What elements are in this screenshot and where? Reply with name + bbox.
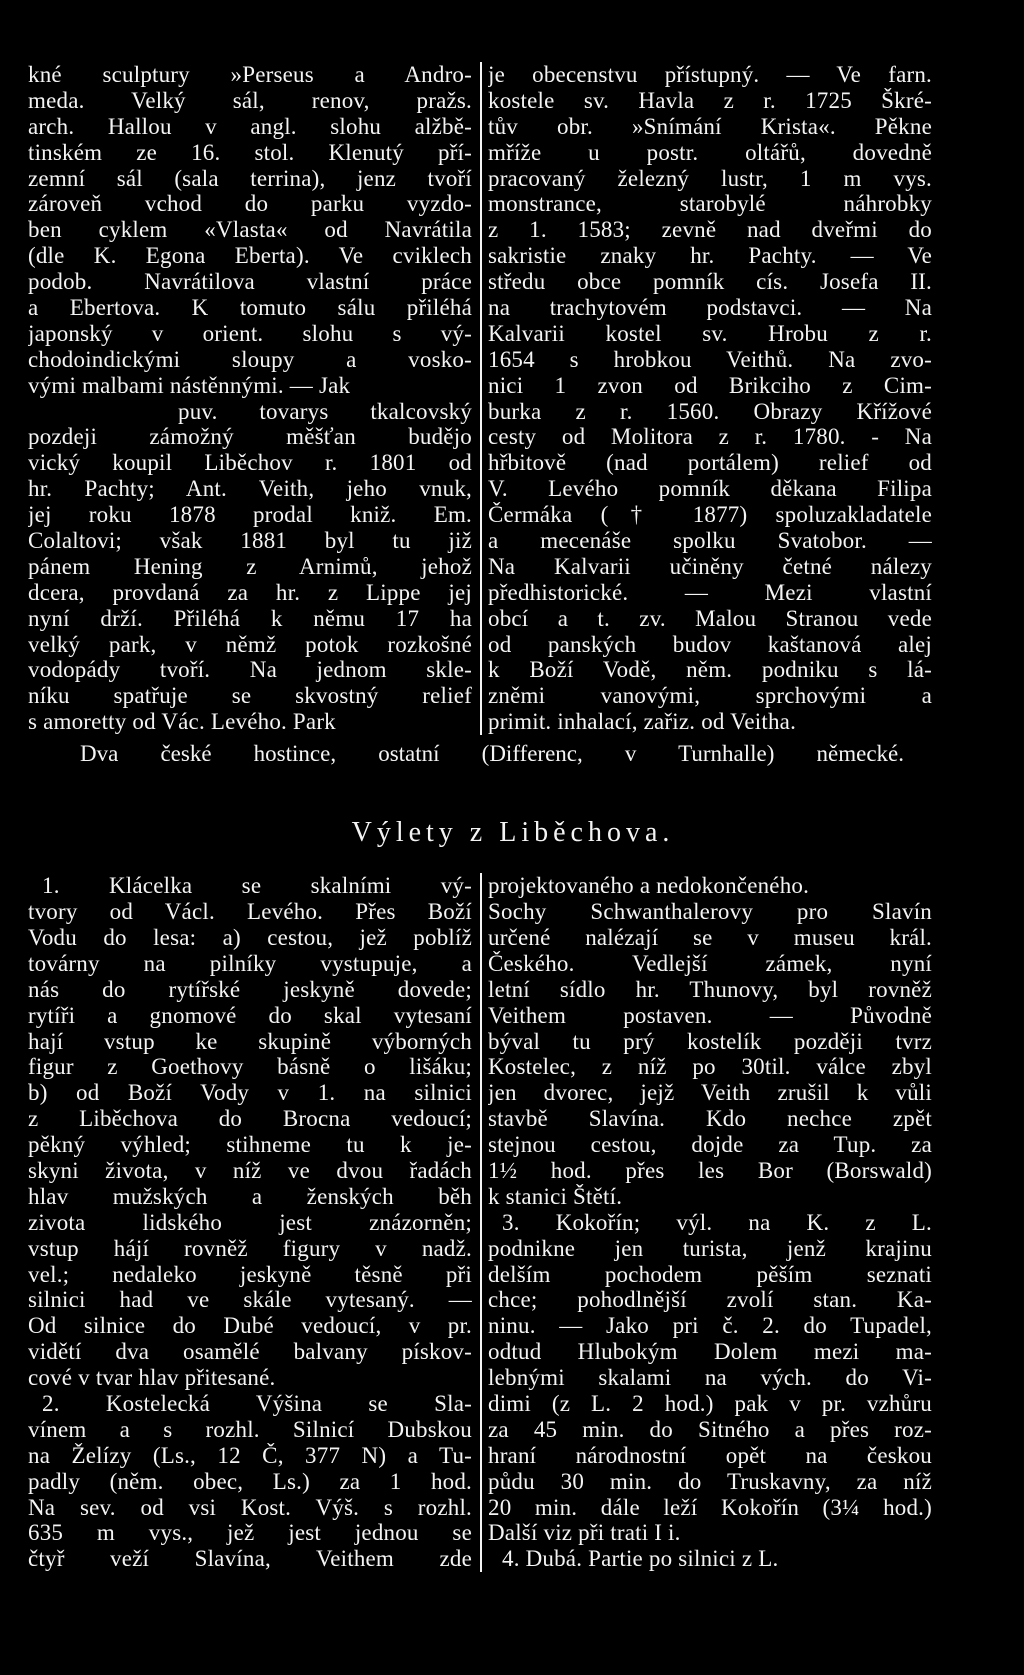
text-line: od panských budov kaštanová alej <box>488 631 932 657</box>
text-line: s amoretty od Vác. Levého. Park <box>28 709 336 735</box>
text-line: stavbě Slavína. Kdo nechce zpět <box>488 1106 932 1132</box>
text-line: a mecenáše spolku Svatobor. — <box>488 528 932 554</box>
text-line: projektovaného a nedokončeného. <box>488 873 810 899</box>
text-line: vými malbami nástěnnými. — Jak <box>28 372 351 398</box>
text-line: tinském ze 16. stol. Klenutý pří- <box>28 139 472 165</box>
text-line: k stanici Štětí. <box>488 1183 623 1209</box>
text-line: nás do rytířské jeskyně dovede; <box>28 976 472 1002</box>
text-line: níku spatřuje se skvostný relief <box>28 683 472 709</box>
text-line: skyni života, v níž ve dvou řadách <box>28 1157 472 1183</box>
text-line: na trachytovém podstavci. — Na <box>488 295 932 321</box>
text-line: čtyř veží Slavína, Veithem zde <box>28 1546 472 1572</box>
text-line: japonský v orient. slohu s vý- <box>28 320 472 346</box>
text-line: Na sev. od vsi Kost. Výš. s rozhl. <box>28 1494 472 1520</box>
text-line: ben cyklem «Vlasta« od Navrátila <box>28 217 472 243</box>
text-line: 4. Dubá. Partie po silnici z L. <box>502 1546 779 1572</box>
page <box>28 62 948 1572</box>
text-line: kné sculptury »Perseus a Andro- <box>28 62 472 87</box>
text-line: hraní národnostní opět na českou <box>488 1442 932 1468</box>
text-line: Od silnice do Dubé vedoucí, v pr. <box>28 1313 472 1339</box>
text-line: hlav mužských a ženských běh <box>28 1183 472 1209</box>
text-line: zemní sál (sala terrina), jenz tvoří <box>28 165 472 191</box>
text-line: býval tu prý kostelík později tvrz <box>488 1028 932 1054</box>
text-line: burka z r. 1560. Obrazy Křížové <box>488 398 932 424</box>
text-line: Colaltovi; však 1881 byl tu již <box>28 528 472 554</box>
text-line: vodopády tvoří. Na jednom skle- <box>28 657 472 683</box>
text-line: z Liběchova do Brocna vedoucí; <box>28 1106 472 1132</box>
text-line: kostele sv. Havla z r. 1725 Škré- <box>488 87 932 113</box>
text-line: Českého. Vedlejší zámek, nyní <box>488 950 932 976</box>
text-line: pánem Hening z Arnimů, jehož <box>28 553 472 579</box>
full-width-line: Dva české hostince, ostatní (Differenc, v Turnhalle) německé. <box>80 741 904 767</box>
text-line: ninu. — Jako pri č. 2. do Tupadel, <box>488 1313 932 1339</box>
text-line: figur z Goethovy básně o lišáku; <box>28 1054 472 1080</box>
text-line: 1½ hod. přes les Bor (Borswald) <box>488 1157 932 1183</box>
text-line: V. Levého pomník děkana Filipa <box>488 476 932 502</box>
text-line: Kalvarii kostel sv. Hrobu z r. <box>488 320 932 346</box>
text-line: podnikne jen turista, jenž krajinu <box>488 1235 932 1261</box>
text-line: puv. tovarys tkalcovský <box>178 398 472 424</box>
text-line: hr. Pachty; Ant. Veith, jeho vnuk, <box>28 476 472 502</box>
text-line: rytíři a gnomové do skal vytesaní <box>28 1002 472 1028</box>
text-line: Čermáka († 1877) spoluzakladatele <box>488 502 932 528</box>
text-line: (dle K. Egona Eberta). Ve cviklech <box>28 243 472 269</box>
text-line: středu obce pomník cís. Josefa II. <box>488 269 932 295</box>
text-line: Vodu do lesa: a) cestou, jež poblíž <box>28 924 472 950</box>
text-line: z 1. 1583; zevně nad dveřmi do <box>488 217 932 243</box>
text-line: Sochy Schwanthalerovy pro Slavín <box>488 899 932 925</box>
text-line: 1654 s hrobkou Veithů. Na zvo- <box>488 346 932 372</box>
text-line: stejnou cestou, dojde za Tup. za <box>488 1132 932 1158</box>
text-line: dimi (z L. 2 hod.) pak v pr. vzhůru <box>488 1390 932 1416</box>
section2-left-column <box>28 873 480 1572</box>
text-line: silnici had ve skále vytesaný. — <box>28 1287 472 1313</box>
section1-left-column <box>28 62 480 735</box>
section1-right-column <box>480 62 932 735</box>
text-line: pozdeji zámožný měšťan budějo <box>28 424 472 450</box>
text-line: arch. Hallou v angl. slohu alžbě- <box>28 113 472 139</box>
text-line: delším pochodem pěším seznati <box>488 1261 932 1287</box>
text-line: nyní drží. Přiléhá k němu 17 ha <box>28 605 472 631</box>
text-line: pracovaný železný lustr, 1 m vys. <box>488 165 932 191</box>
text-line: padly (něm. obec, Ls.) za 1 hod. <box>28 1468 472 1494</box>
text-line: chce; pohodlnější zvolí stan. Ka- <box>488 1287 932 1313</box>
text-line: Kostelec, z níž po 30til. válce zbyl <box>488 1054 932 1080</box>
text-line: b) od Boží Vody v 1. na silnici <box>28 1080 472 1106</box>
text-line: dcera, provdaná za hr. z Lippe jej <box>28 579 472 605</box>
text-line: na Želízy (Ls., 12 Č, 377 N) a Tu- <box>28 1442 472 1468</box>
text-line: zněmi vanovými, sprchovými a <box>488 683 932 709</box>
text-line: 2. Kostelecká Výšina se Sla- <box>42 1390 472 1416</box>
text-line: cesty od Molitora z r. 1780. - Na <box>488 424 932 450</box>
text-line: vický koupil Liběchov r. 1801 od <box>28 450 472 476</box>
text-line: letní sídlo hr. Thunovy, byl rovněž <box>488 976 932 1002</box>
text-line: vidětí dva osamělé balvany pískov- <box>28 1339 472 1365</box>
text-line: meda. Velký sál, renov, pražs. <box>28 87 472 113</box>
text-line: je obecenstvu přístupný. — Ve farn. <box>488 62 932 87</box>
text-line: za 45 min. do Sitného a přes roz- <box>488 1416 932 1442</box>
text-line: 635 m vys., jež jest jednou se <box>28 1520 472 1546</box>
text-line: monstrance, starobylé náhrobky <box>488 191 932 217</box>
text-line: 1. Klácelka se skalními vý- <box>42 873 472 899</box>
text-line: 20 min. dále leží Kokořín (3¼ hod.) <box>488 1494 932 1520</box>
text-line: lebnými skalami na vých. do Vi- <box>488 1365 932 1391</box>
text-line: hřbitově (nad portálem) relief od <box>488 450 932 476</box>
text-line: jej roku 1878 prodal kniž. Em. <box>28 502 472 528</box>
text-line: nici 1 zvon od Brikciho z Cim- <box>488 372 932 398</box>
text-line: zivota lidského jest znázorněn; <box>28 1209 472 1235</box>
text-line: zároveň vchod do parku vyzdo- <box>28 191 472 217</box>
text-line: hají vstup ke skupině výborných <box>28 1028 472 1054</box>
text-line: Další viz při trati I i. <box>488 1520 681 1546</box>
text-line: vel.; nedaleko jeskyně těsně při <box>28 1261 472 1287</box>
text-line: podob. Navrátilova vlastní práce <box>28 269 472 295</box>
text-line: primit. inhalací, zařiz. od Veitha. <box>488 709 797 735</box>
text-line: určené nalézají se v museu král. <box>488 924 932 950</box>
text-line: velký park, v němž potok rozkošné <box>28 631 472 657</box>
section-heading: Výlety z Liběchova. <box>351 817 675 849</box>
text-line: předhistorické. — Mezi vlastní <box>488 579 932 605</box>
text-line: Na Kalvarii učiněny četné nálezy <box>488 553 932 579</box>
text-line: sakristie znaky hr. Pachty. — Ve <box>488 243 932 269</box>
section2-right-column <box>480 873 932 1572</box>
text-line: továrny na pilníky vystupuje, a <box>28 950 472 976</box>
text-line: chodoindickými sloupy a vosko- <box>28 346 472 372</box>
text-line: vstup hájí rovněž figury v nadž. <box>28 1235 472 1261</box>
section1-columns <box>28 62 948 735</box>
text-line: a Ebertova. K tomuto sálu přiléhá <box>28 295 472 321</box>
text-line: odtud Hlubokým Dolem mezi ma- <box>488 1339 932 1365</box>
text-line: cové v tvar hlav přitesané. <box>28 1365 276 1391</box>
text-line: pěkný výhled; stihneme tu k je- <box>28 1132 472 1158</box>
text-line: tvory od Václ. Levého. Přes Boží <box>28 899 472 925</box>
text-line: jen dvorec, jejž Veith zrušil k vůli <box>488 1080 932 1106</box>
text-line: Veithem postaven. — Původně <box>488 1002 932 1028</box>
text-line: 3. Kokořín; výl. na K. z L. <box>502 1209 932 1235</box>
text-line: mříže u postr. oltářů, dovedně <box>488 139 932 165</box>
text-line: půdu 30 min. do Truskavny, za níž <box>488 1468 932 1494</box>
text-line: vínem a s rozhl. Silnicí Dubskou <box>28 1416 472 1442</box>
text-line: tův obr. »Snímání Krista«. Pěkne <box>488 113 932 139</box>
section2-columns <box>28 873 948 1572</box>
text-line: k Boží Vodě, něm. podniku s lá- <box>488 657 932 683</box>
text-line: obcí a t. zv. Malou Stranou vede <box>488 605 932 631</box>
